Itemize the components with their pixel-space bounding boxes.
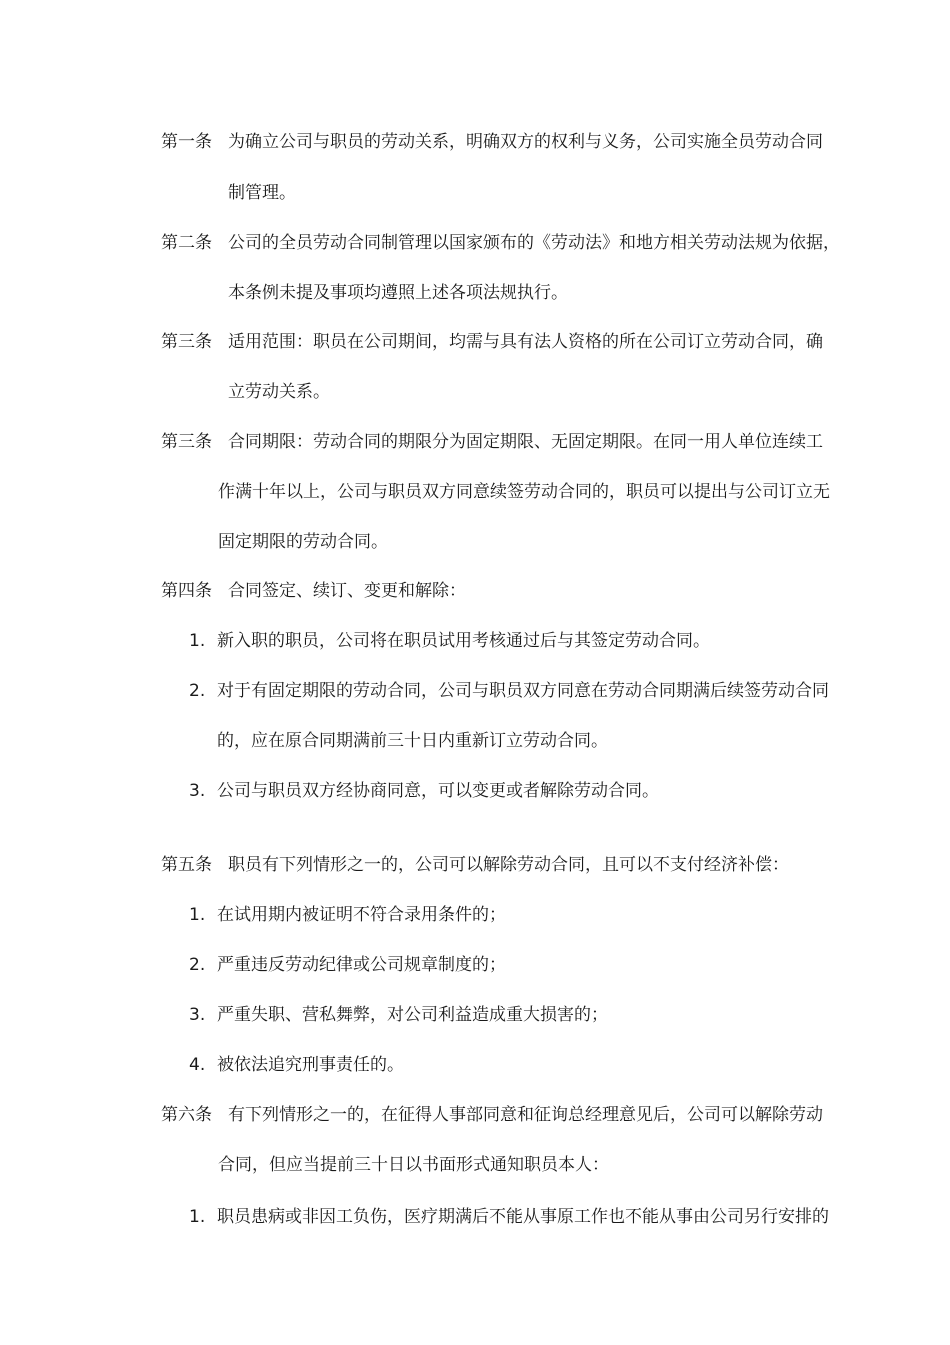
list-item-number: 4.: [189, 1055, 206, 1075]
article-label: 第一条: [161, 132, 212, 152]
article-label: 第三条: [161, 432, 212, 452]
list-item-text: 严重失职、营私舞弊，对公司利益造成重大损害的；: [217, 1005, 608, 1025]
list-item-number: 1.: [189, 631, 206, 651]
article-text-line: 固定期限的劳动合同。: [218, 532, 388, 552]
article-text-line: 立劳动关系。: [228, 382, 330, 402]
list-item-number: 3.: [189, 1005, 206, 1025]
article-label: 第四条: [161, 581, 212, 601]
article-text-line: 合同签定、续订、变更和解除：: [228, 581, 466, 601]
list-item-text: 被依法追究刑事责任的。: [217, 1055, 404, 1075]
article-text-line: 职员有下列情形之一的，公司可以解除劳动合同，且可以不支付经济补偿：: [228, 855, 789, 875]
article-text-line: 作满十年以上，公司与职员双方同意续签劳动合同的，职员可以提出与公司订立无: [218, 482, 830, 502]
list-item-number: 2.: [189, 955, 206, 975]
article-text-line: 合同期限：劳动合同的期限分为固定期限、无固定期限。在同一用人单位连续工: [228, 432, 823, 452]
list-item-text: 职员患病或非因工负伤，医疗期满后不能从事原工作也不能从事由公司另行安排的: [217, 1207, 829, 1227]
article-label: 第二条: [161, 233, 212, 253]
article-label: 第三条: [161, 332, 212, 352]
article-text-line: 为确立公司与职员的劳动关系，明确双方的权利与义务，公司实施全员劳动合同: [228, 132, 823, 152]
article-label: 第六条: [161, 1105, 212, 1125]
list-item-text: 在试用期内被证明不符合录用条件的；: [217, 905, 506, 925]
list-item-number: 3.: [189, 781, 206, 801]
article-text-line: 公司的全员劳动合同制管理以国家颁布的《劳动法》和地方相关劳动法规为依据，: [228, 233, 840, 253]
list-item-number: 1.: [189, 905, 206, 925]
article-label: 第五条: [161, 855, 212, 875]
article-text-line: 适用范围：职员在公司期间，均需与具有法人资格的所在公司订立劳动合同，确: [228, 332, 823, 352]
list-item-text: 对于有固定期限的劳动合同，公司与职员双方同意在劳动合同期满后续签劳动合同: [217, 681, 829, 701]
list-item-text: 的，应在原合同期满前三十日内重新订立劳动合同。: [217, 731, 608, 751]
article-text-line: 有下列情形之一的，在征得人事部同意和征询总经理意见后，公司可以解除劳动: [228, 1105, 823, 1125]
list-item-number: 1.: [189, 1207, 206, 1227]
list-item-text: 公司与职员双方经协商同意，可以变更或者解除劳动合同。: [217, 781, 659, 801]
list-item-text: 新入职的职员，公司将在职员试用考核通过后与其签定劳动合同。: [217, 631, 710, 651]
list-item-text: 严重违反劳动纪律或公司规章制度的；: [217, 955, 506, 975]
list-item-number: 2.: [189, 681, 206, 701]
article-text-line: 合同，但应当提前三十日以书面形式通知职员本人：: [218, 1155, 609, 1175]
article-text-line: 本条例未提及事项均遵照上述各项法规执行。: [228, 283, 568, 303]
article-text-line: 制管理。: [228, 183, 296, 203]
